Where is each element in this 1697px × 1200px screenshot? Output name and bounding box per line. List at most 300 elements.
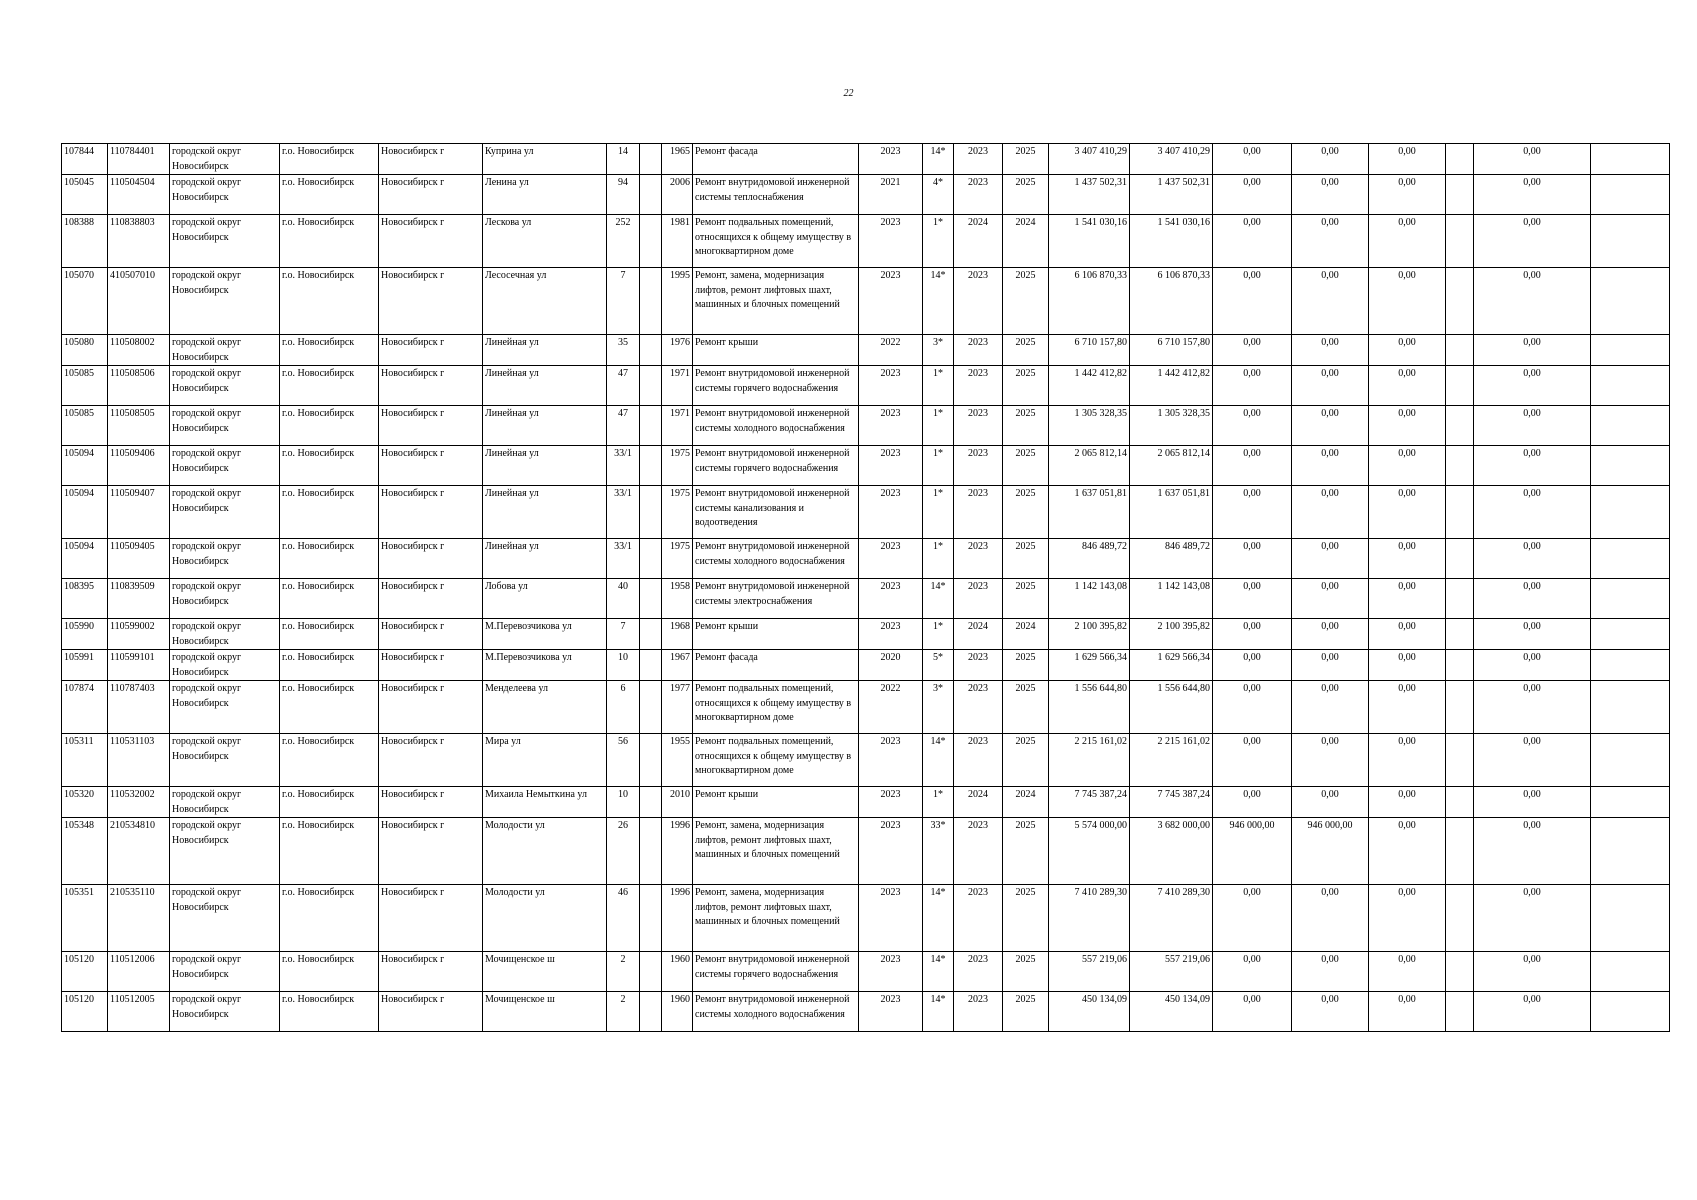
row-total-cost: 6 710 157,80: [1049, 335, 1130, 366]
row-source-2: 0,00: [1292, 335, 1369, 366]
row-city-area: г.о. Новосибирск: [280, 144, 379, 175]
row-source-6: [1591, 366, 1670, 406]
row-source-5: 0,00: [1474, 268, 1591, 335]
row-street: Лобова ул: [483, 579, 607, 619]
row-street: Ленина ул: [483, 175, 607, 215]
row-source-5: 0,00: [1474, 619, 1591, 650]
row-source-5: 0,00: [1474, 650, 1591, 681]
table-row: [62, 734, 1670, 787]
row-source-1: 0,00: [1213, 175, 1292, 215]
row-house: 47: [607, 366, 640, 406]
row-year-planned: 2021: [859, 175, 923, 215]
row-source-6: [1591, 818, 1670, 885]
row-city-area: г.о. Новосибирск: [280, 992, 379, 1032]
row-source-4: [1446, 992, 1474, 1032]
row-district: городской округ Новосибирск: [170, 885, 280, 952]
row-year: 1981: [662, 215, 693, 268]
row-year-start: 2023: [954, 406, 1003, 446]
row-id: 105094: [62, 539, 108, 579]
row-work-type: Ремонт внутридомовой инженерной системы канализования и водоотведения: [693, 486, 859, 539]
row-source-4: [1446, 446, 1474, 486]
row-code: 110508505: [108, 406, 170, 446]
row-city: Новосибирск г: [379, 885, 483, 952]
table-row: [62, 175, 1670, 215]
row-source-2: 0,00: [1292, 681, 1369, 734]
row-source-3: 0,00: [1369, 446, 1446, 486]
row-year: 2010: [662, 787, 693, 818]
row-house: 26: [607, 818, 640, 885]
row-source-4: [1446, 681, 1474, 734]
row-year-start: 2023: [954, 992, 1003, 1032]
row-source-3: 0,00: [1369, 818, 1446, 885]
row-source-4: [1446, 650, 1474, 681]
row-id: 107874: [62, 681, 108, 734]
row-house: 35: [607, 335, 640, 366]
row-mark: 14*: [923, 144, 954, 175]
row-year-planned: 2020: [859, 650, 923, 681]
row-total-cost: 1 629 566,34: [1049, 650, 1130, 681]
row-source-5: 0,00: [1474, 818, 1591, 885]
row-source-6: [1591, 619, 1670, 650]
row-city: Новосибирск г: [379, 681, 483, 734]
row-total-cost: 7 410 289,30: [1049, 885, 1130, 952]
row-city: Новосибирск г: [379, 539, 483, 579]
row-city-area: г.о. Новосибирск: [280, 818, 379, 885]
row-year-start: 2023: [954, 366, 1003, 406]
table-row: [62, 486, 1670, 539]
row-source-1: 0,00: [1213, 335, 1292, 366]
row-source-3: 0,00: [1369, 650, 1446, 681]
row-city-area: г.о. Новосибирск: [280, 619, 379, 650]
row-house: 56: [607, 734, 640, 787]
table-row: [62, 952, 1670, 992]
row-id: 107844: [62, 144, 108, 175]
row-year: 1975: [662, 446, 693, 486]
row-city: Новосибирск г: [379, 650, 483, 681]
row-city: Новосибирск г: [379, 619, 483, 650]
row-code: 110504504: [108, 175, 170, 215]
row-year-planned: 2023: [859, 268, 923, 335]
row-district: городской округ Новосибирск: [170, 818, 280, 885]
row-building: [640, 885, 662, 952]
row-year-planned: 2022: [859, 335, 923, 366]
row-code: 110531103: [108, 734, 170, 787]
row-city-area: г.о. Новосибирск: [280, 215, 379, 268]
row-city: Новосибирск г: [379, 144, 483, 175]
row-house: 40: [607, 579, 640, 619]
row-source-5: 0,00: [1474, 335, 1591, 366]
row-source-6: [1591, 992, 1670, 1032]
row-source-1: 0,00: [1213, 992, 1292, 1032]
row-building: [640, 215, 662, 268]
row-street: Михаила Немыткина ул: [483, 787, 607, 818]
row-source-6: [1591, 787, 1670, 818]
row-source-5: 0,00: [1474, 681, 1591, 734]
row-total-cost: 450 134,09: [1049, 992, 1130, 1032]
table-row: [62, 446, 1670, 486]
row-district: городской округ Новосибирск: [170, 539, 280, 579]
row-total-cost: 846 489,72: [1049, 539, 1130, 579]
row-work-type: Ремонт подвальных помещений, относящихся к общему имуществу в многоквартирном доме: [693, 681, 859, 734]
row-year-end: 2025: [1003, 406, 1049, 446]
row-source-5: 0,00: [1474, 992, 1591, 1032]
row-source-6: [1591, 734, 1670, 787]
row-year-start: 2023: [954, 818, 1003, 885]
row-city-area: г.о. Новосибирск: [280, 406, 379, 446]
table-row: [62, 619, 1670, 650]
row-id: 105348: [62, 818, 108, 885]
row-mark: 14*: [923, 268, 954, 335]
row-total-cost: 2 100 395,82: [1049, 619, 1130, 650]
row-source-2: 0,00: [1292, 144, 1369, 175]
table-row: [62, 335, 1670, 366]
row-year: 1996: [662, 818, 693, 885]
row-district: городской округ Новосибирск: [170, 175, 280, 215]
row-source-6: [1591, 268, 1670, 335]
row-year-start: 2023: [954, 539, 1003, 579]
row-house: 10: [607, 650, 640, 681]
row-district: городской округ Новосибирск: [170, 734, 280, 787]
row-total-cost: 2 215 161,02: [1049, 734, 1130, 787]
row-total-cost: 5 574 000,00: [1049, 818, 1130, 885]
row-district: городской округ Новосибирск: [170, 579, 280, 619]
row-year-end: 2025: [1003, 486, 1049, 539]
row-total-cost: 2 065 812,14: [1049, 446, 1130, 486]
row-city-area: г.о. Новосибирск: [280, 650, 379, 681]
row-code: 110839509: [108, 579, 170, 619]
row-city: Новосибирск г: [379, 406, 483, 446]
row-fund-cost: 846 489,72: [1130, 539, 1213, 579]
row-city: Новосибирск г: [379, 446, 483, 486]
row-house: 2: [607, 952, 640, 992]
row-total-cost: 1 442 412,82: [1049, 366, 1130, 406]
row-year-end: 2024: [1003, 787, 1049, 818]
row-code: 110784401: [108, 144, 170, 175]
row-source-1: 0,00: [1213, 734, 1292, 787]
row-city: Новосибирск г: [379, 486, 483, 539]
table-row: [62, 406, 1670, 446]
row-year-planned: 2023: [859, 787, 923, 818]
row-source-6: [1591, 144, 1670, 175]
row-building: [640, 619, 662, 650]
row-city-area: г.о. Новосибирск: [280, 734, 379, 787]
row-source-1: 0,00: [1213, 144, 1292, 175]
row-fund-cost: 2 100 395,82: [1130, 619, 1213, 650]
row-street: Линейная ул: [483, 406, 607, 446]
row-city-area: г.о. Новосибирск: [280, 175, 379, 215]
row-street: М.Перевозчикова ул: [483, 619, 607, 650]
row-year-start: 2023: [954, 579, 1003, 619]
row-year: 1971: [662, 366, 693, 406]
row-work-type: Ремонт, замена, модернизация лифтов, ремонт лифтовых шахт, машинных и блочных помещений: [693, 818, 859, 885]
table-row: [62, 579, 1670, 619]
row-work-type: Ремонт фасада: [693, 144, 859, 175]
row-year-start: 2023: [954, 681, 1003, 734]
row-mark: 3*: [923, 335, 954, 366]
row-source-1: 0,00: [1213, 486, 1292, 539]
row-source-5: 0,00: [1474, 486, 1591, 539]
row-fund-cost: 1 442 412,82: [1130, 366, 1213, 406]
row-house: 33/1: [607, 446, 640, 486]
row-total-cost: 1 556 644,80: [1049, 681, 1130, 734]
row-building: [640, 734, 662, 787]
row-mark: 33*: [923, 818, 954, 885]
row-source-4: [1446, 539, 1474, 579]
row-city: Новосибирск г: [379, 787, 483, 818]
table-row: [62, 366, 1670, 406]
row-fund-cost: 1 541 030,16: [1130, 215, 1213, 268]
row-street: Менделеева ул: [483, 681, 607, 734]
row-work-type: Ремонт крыши: [693, 335, 859, 366]
row-house: 94: [607, 175, 640, 215]
row-street: Куприна ул: [483, 144, 607, 175]
row-year-planned: 2023: [859, 992, 923, 1032]
row-building: [640, 144, 662, 175]
row-year: 1955: [662, 734, 693, 787]
row-source-6: [1591, 215, 1670, 268]
row-city-area: г.о. Новосибирск: [280, 952, 379, 992]
row-source-3: 0,00: [1369, 486, 1446, 539]
row-mark: 1*: [923, 366, 954, 406]
row-source-2: 0,00: [1292, 268, 1369, 335]
row-source-4: [1446, 579, 1474, 619]
row-source-1: 0,00: [1213, 215, 1292, 268]
row-city: Новосибирск г: [379, 215, 483, 268]
row-code: 110599002: [108, 619, 170, 650]
row-source-3: 0,00: [1369, 144, 1446, 175]
row-year: 2006: [662, 175, 693, 215]
row-source-1: 0,00: [1213, 579, 1292, 619]
row-city: Новосибирск г: [379, 734, 483, 787]
row-mark: 14*: [923, 734, 954, 787]
row-year-planned: 2023: [859, 619, 923, 650]
row-source-2: 0,00: [1292, 885, 1369, 952]
row-total-cost: 1 305 328,35: [1049, 406, 1130, 446]
row-year-start: 2023: [954, 650, 1003, 681]
row-source-5: 0,00: [1474, 539, 1591, 579]
row-mark: 1*: [923, 539, 954, 579]
row-source-1: 0,00: [1213, 650, 1292, 681]
row-code: 110508002: [108, 335, 170, 366]
row-house: 252: [607, 215, 640, 268]
row-house: 33/1: [607, 539, 640, 579]
row-city-area: г.о. Новосибирск: [280, 366, 379, 406]
row-year: 1960: [662, 992, 693, 1032]
row-id: 108388: [62, 215, 108, 268]
row-year-planned: 2023: [859, 539, 923, 579]
row-source-2: 0,00: [1292, 787, 1369, 818]
row-source-6: [1591, 446, 1670, 486]
row-city-area: г.о. Новосибирск: [280, 446, 379, 486]
row-source-3: 0,00: [1369, 335, 1446, 366]
capital-repair-table: [61, 143, 1670, 1032]
row-district: городской округ Новосибирск: [170, 486, 280, 539]
row-source-2: 0,00: [1292, 992, 1369, 1032]
row-source-2: 0,00: [1292, 650, 1369, 681]
row-source-5: 0,00: [1474, 406, 1591, 446]
row-code: 410507010: [108, 268, 170, 335]
row-year-planned: 2023: [859, 579, 923, 619]
row-id: 105085: [62, 406, 108, 446]
row-street: Молодости ул: [483, 818, 607, 885]
row-year-planned: 2023: [859, 952, 923, 992]
row-year: 1968: [662, 619, 693, 650]
row-mark: 1*: [923, 406, 954, 446]
row-source-5: 0,00: [1474, 175, 1591, 215]
row-city-area: г.о. Новосибирск: [280, 579, 379, 619]
row-source-2: 0,00: [1292, 175, 1369, 215]
row-source-6: [1591, 952, 1670, 992]
row-id: 105070: [62, 268, 108, 335]
row-code: 110509406: [108, 446, 170, 486]
row-building: [640, 992, 662, 1032]
row-building: [640, 335, 662, 366]
row-year-end: 2025: [1003, 885, 1049, 952]
row-mark: 4*: [923, 175, 954, 215]
row-mark: 14*: [923, 992, 954, 1032]
row-house: 7: [607, 268, 640, 335]
row-source-1: 0,00: [1213, 619, 1292, 650]
row-year-start: 2023: [954, 335, 1003, 366]
row-district: городской округ Новосибирск: [170, 619, 280, 650]
row-building: [640, 268, 662, 335]
row-house: 33/1: [607, 486, 640, 539]
row-year-end: 2024: [1003, 215, 1049, 268]
row-id: 105120: [62, 952, 108, 992]
row-fund-cost: 1 437 502,31: [1130, 175, 1213, 215]
table-row: [62, 539, 1670, 579]
row-building: [640, 818, 662, 885]
row-work-type: Ремонт внутридомовой инженерной системы горячего водоснабжения: [693, 366, 859, 406]
row-work-type: Ремонт внутридомовой инженерной системы горячего водоснабжения: [693, 952, 859, 992]
row-fund-cost: 2 065 812,14: [1130, 446, 1213, 486]
row-source-3: 0,00: [1369, 175, 1446, 215]
row-year-end: 2024: [1003, 619, 1049, 650]
row-total-cost: 557 219,06: [1049, 952, 1130, 992]
row-id: 105080: [62, 335, 108, 366]
row-source-6: [1591, 335, 1670, 366]
row-year-planned: 2023: [859, 406, 923, 446]
table-row: [62, 787, 1670, 818]
row-mark: 1*: [923, 446, 954, 486]
row-year-end: 2025: [1003, 952, 1049, 992]
row-total-cost: 1 637 051,81: [1049, 486, 1130, 539]
row-source-4: [1446, 818, 1474, 885]
row-district: городской округ Новосибирск: [170, 681, 280, 734]
row-source-5: 0,00: [1474, 579, 1591, 619]
row-source-3: 0,00: [1369, 681, 1446, 734]
row-source-4: [1446, 787, 1474, 818]
row-city: Новосибирск г: [379, 175, 483, 215]
row-source-2: 0,00: [1292, 446, 1369, 486]
row-house: 7: [607, 619, 640, 650]
row-work-type: Ремонт, замена, модернизация лифтов, ремонт лифтовых шахт, машинных и блочных помещений: [693, 885, 859, 952]
row-street: Линейная ул: [483, 446, 607, 486]
row-mark: 14*: [923, 579, 954, 619]
row-source-3: 0,00: [1369, 619, 1446, 650]
row-city-area: г.о. Новосибирск: [280, 787, 379, 818]
table-row: [62, 650, 1670, 681]
row-code: 110508506: [108, 366, 170, 406]
row-id: 105120: [62, 992, 108, 1032]
row-source-3: 0,00: [1369, 366, 1446, 406]
row-street: Мочищенское ш: [483, 952, 607, 992]
row-year-start: 2023: [954, 486, 1003, 539]
row-code: 110532002: [108, 787, 170, 818]
row-year-end: 2025: [1003, 366, 1049, 406]
row-total-cost: 6 106 870,33: [1049, 268, 1130, 335]
row-year: 1995: [662, 268, 693, 335]
row-source-6: [1591, 486, 1670, 539]
row-id: 105990: [62, 619, 108, 650]
row-year-start: 2024: [954, 619, 1003, 650]
row-year-end: 2025: [1003, 992, 1049, 1032]
row-district: городской округ Новосибирск: [170, 366, 280, 406]
row-year-end: 2025: [1003, 734, 1049, 787]
row-street: М.Перевозчикова ул: [483, 650, 607, 681]
row-source-5: 0,00: [1474, 446, 1591, 486]
row-year-planned: 2023: [859, 446, 923, 486]
row-city-area: г.о. Новосибирск: [280, 681, 379, 734]
row-total-cost: 1 142 143,08: [1049, 579, 1130, 619]
row-source-3: 0,00: [1369, 579, 1446, 619]
row-house: 47: [607, 406, 640, 446]
row-district: городской округ Новосибирск: [170, 650, 280, 681]
row-mark: 14*: [923, 885, 954, 952]
row-id: 105094: [62, 446, 108, 486]
row-building: [640, 787, 662, 818]
row-source-2: 0,00: [1292, 366, 1369, 406]
row-district: городской округ Новосибирск: [170, 446, 280, 486]
row-fund-cost: 1 142 143,08: [1130, 579, 1213, 619]
row-source-4: [1446, 268, 1474, 335]
row-work-type: Ремонт внутридомовой инженерной системы холодного водоснабжения: [693, 992, 859, 1032]
row-building: [640, 539, 662, 579]
row-year-planned: 2022: [859, 681, 923, 734]
row-district: городской округ Новосибирск: [170, 992, 280, 1032]
row-id: 105991: [62, 650, 108, 681]
row-work-type: Ремонт подвальных помещений, относящихся к общему имуществу в многоквартирном доме: [693, 215, 859, 268]
row-total-cost: 7 745 387,24: [1049, 787, 1130, 818]
row-year-end: 2025: [1003, 335, 1049, 366]
row-building: [640, 446, 662, 486]
row-year-end: 2025: [1003, 650, 1049, 681]
row-source-4: [1446, 486, 1474, 539]
row-source-4: [1446, 366, 1474, 406]
row-year-planned: 2023: [859, 734, 923, 787]
row-year-start: 2023: [954, 952, 1003, 992]
row-city: Новосибирск г: [379, 335, 483, 366]
row-street: Молодости ул: [483, 885, 607, 952]
row-source-2: 0,00: [1292, 406, 1369, 446]
row-total-cost: 1 541 030,16: [1049, 215, 1130, 268]
row-city-area: г.о. Новосибирск: [280, 486, 379, 539]
row-source-2: 0,00: [1292, 215, 1369, 268]
row-year: 1975: [662, 539, 693, 579]
row-year-start: 2023: [954, 268, 1003, 335]
row-street: Лескова ул: [483, 215, 607, 268]
row-work-type: Ремонт внутридомовой инженерной системы горячего водоснабжения: [693, 446, 859, 486]
row-work-type: Ремонт внутридомовой инженерной системы холодного водоснабжения: [693, 539, 859, 579]
row-work-type: Ремонт внутридомовой инженерной системы холодного водоснабжения: [693, 406, 859, 446]
table-row: [62, 992, 1670, 1032]
row-id: 105320: [62, 787, 108, 818]
row-fund-cost: 450 134,09: [1130, 992, 1213, 1032]
row-id: 105085: [62, 366, 108, 406]
row-id: 105351: [62, 885, 108, 952]
row-source-5: 0,00: [1474, 952, 1591, 992]
row-district: городской округ Новосибирск: [170, 787, 280, 818]
